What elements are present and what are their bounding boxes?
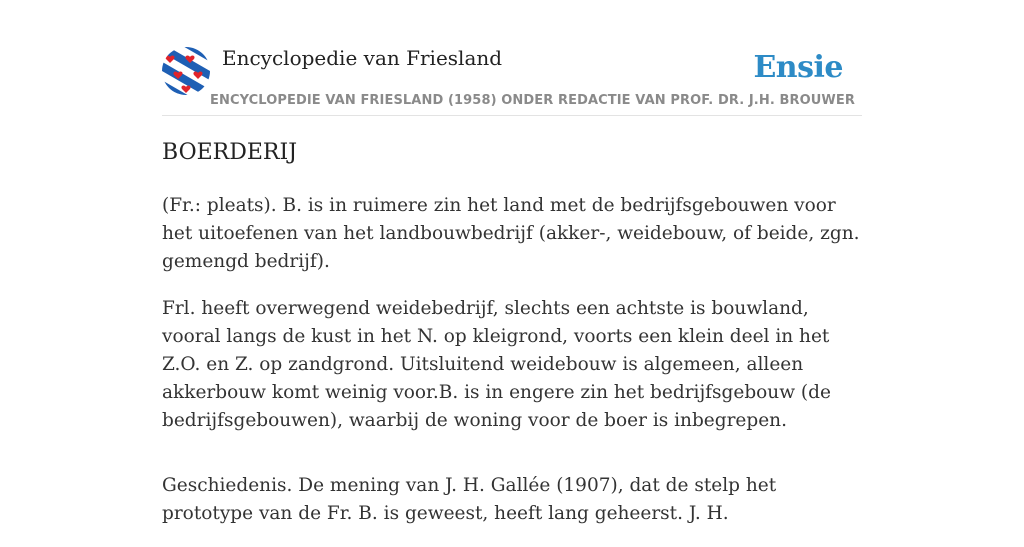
- frisian-flag-icon[interactable]: [162, 47, 210, 95]
- entry-paragraph: Geschiedenis. De mening van J. H. Gallée (1907), dat de stelp het prototype van de Fr. B. is geweest, heeft lang geheerst. J. H.: [162, 475, 777, 524]
- entry-body: [162, 192, 862, 547]
- entry-title: BOERDERIJ: [162, 140, 298, 165]
- ensie-logo[interactable]: Ensie: [753, 50, 843, 85]
- site-title[interactable]: Encyclopedie van Friesland: [222, 46, 503, 70]
- site-subtitle: ENCYCLOPEDIE VAN FRIESLAND (1958) ONDER REDACTIE VAN PROF. DR. J.H. BROUWER: [210, 93, 855, 108]
- entry-paragraph: (Fr.: pleats). B. is in ruimere zin het land met de bedrijfsgebouwen voor het uitoefenen van het landbouwbedrijf (akker-, weidebouw, of beide, zgn. gemengd bedrijf).: [162, 195, 860, 272]
- entry-paragraph: Frl. heeft overwegend weidebedrijf, slechts een achtste is bouwland, vooral langs de kust in het N. op kleigrond, voorts een klein deel in het Z.O. en Z. op zandgrond. Uitsluitend weidebouw is algemeen, alleen akkerbouw komt weinig voor.B. is in engere zin het bedrijfsgebouw (de bedrijfsgebouwen), waarbij de woning voor de boer is inbegrepen.: [162, 298, 831, 431]
- site-header: [162, 44, 862, 116]
